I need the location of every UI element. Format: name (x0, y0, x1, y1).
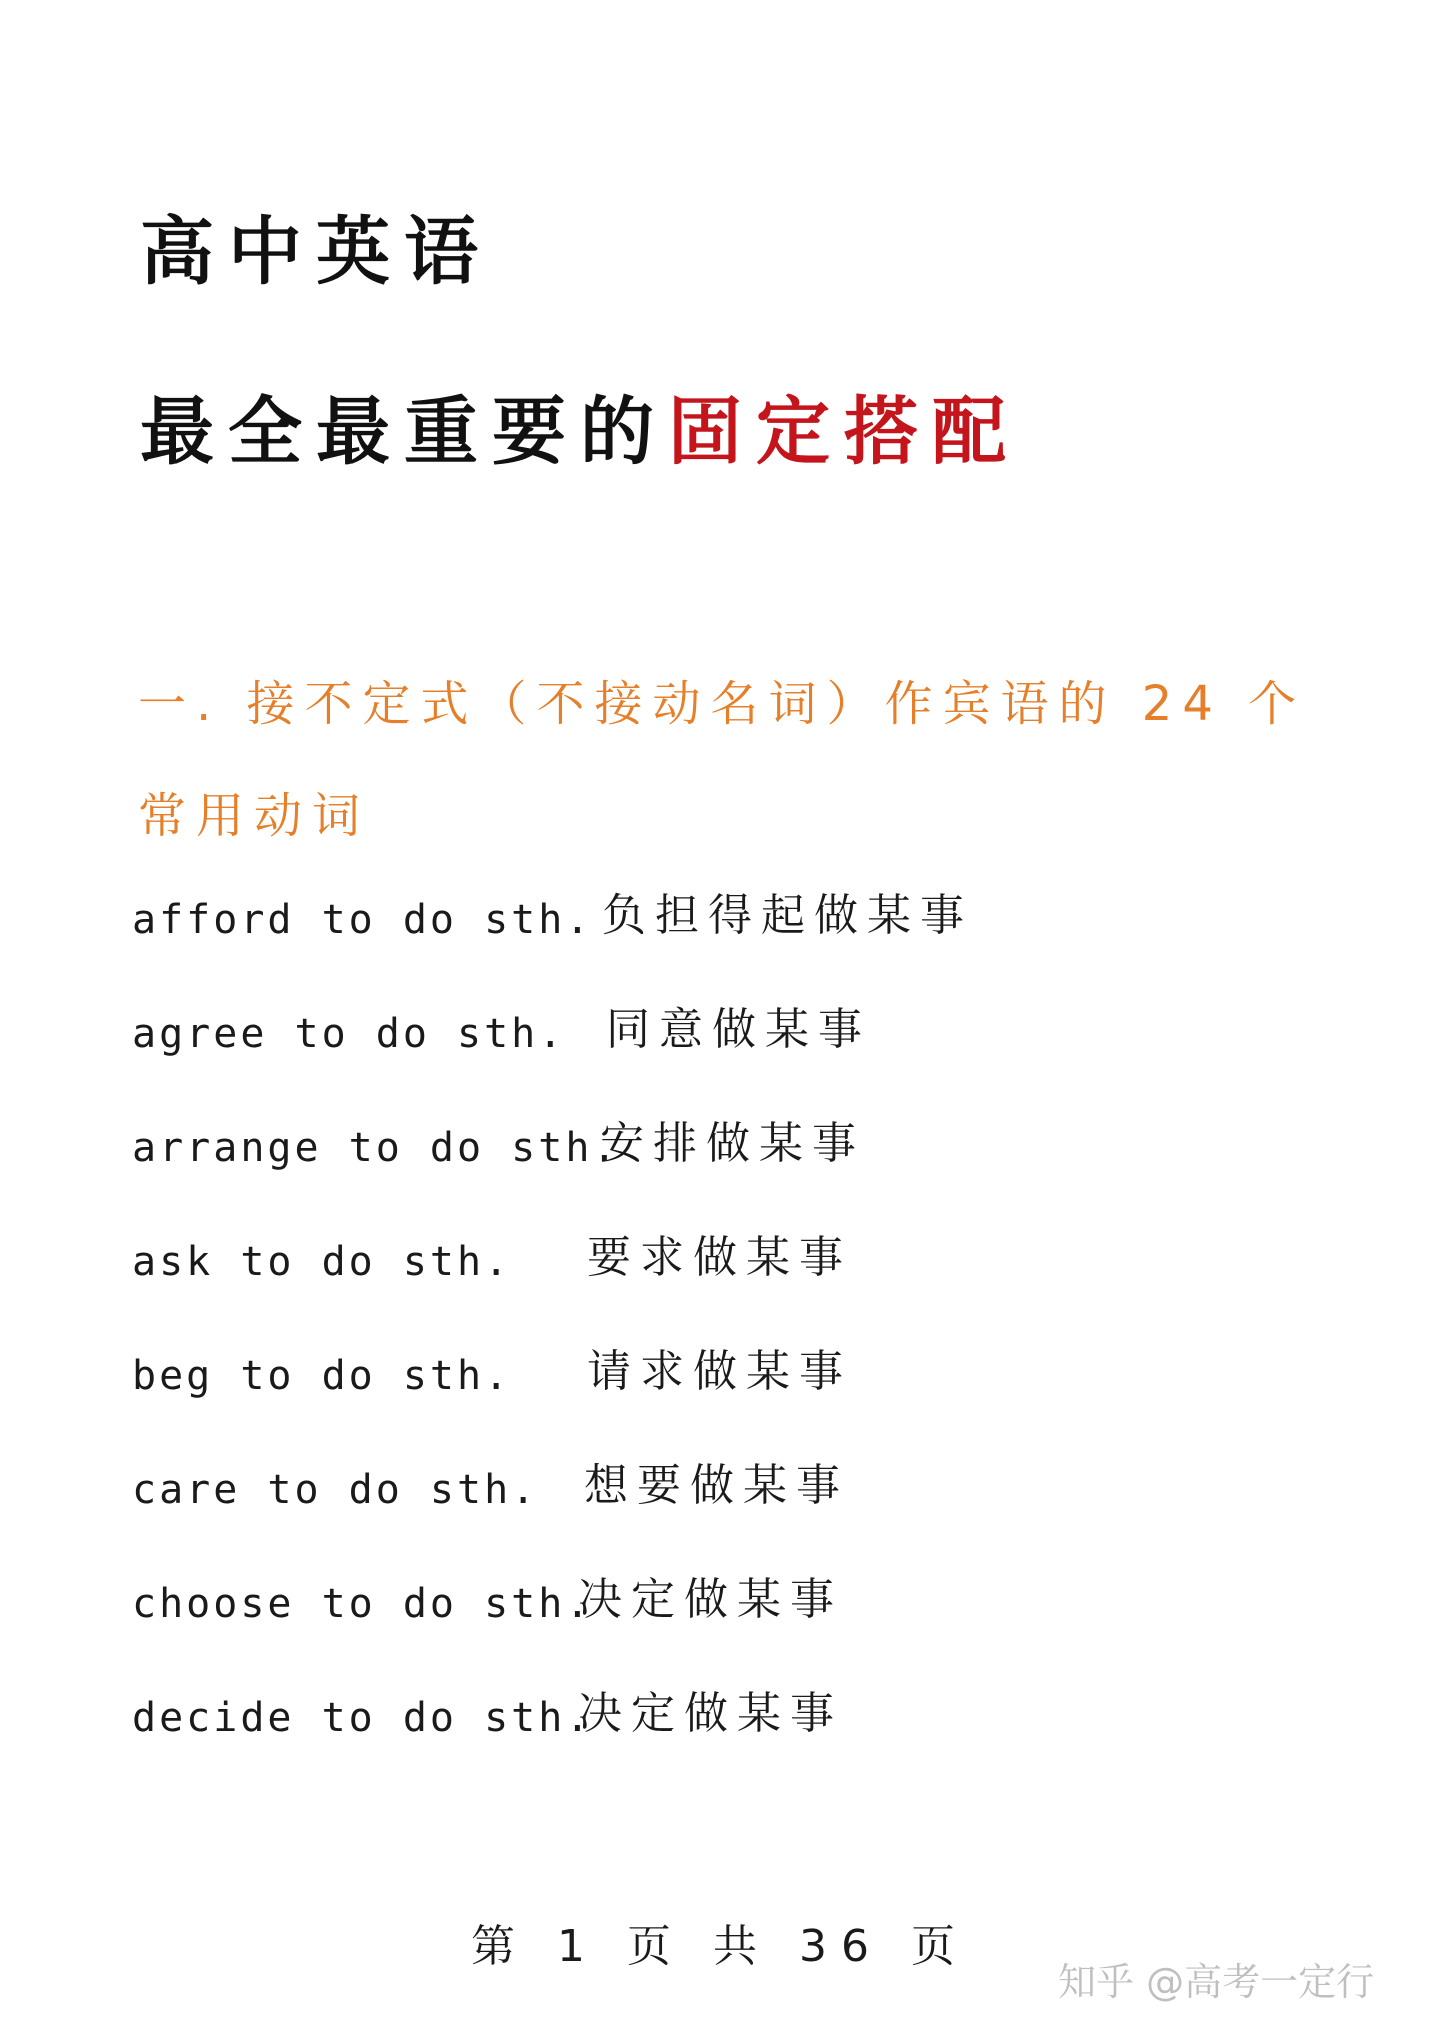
phrase-chinese: 同意做某事 (606, 1004, 871, 1055)
phrase-english: decide to do sth. (132, 1695, 593, 1741)
phrase-english: choose to do sth. (132, 1581, 593, 1627)
phrase-chinese: 安排做某事 (600, 1118, 865, 1169)
phrase-english: beg to do sth. (132, 1353, 512, 1399)
list-item (132, 1232, 1332, 1356)
phrase-list (132, 890, 1332, 1812)
list-item (132, 1118, 1332, 1242)
phrase-english: care to do sth. (132, 1467, 539, 1513)
phrase-chinese: 决定做某事 (578, 1574, 843, 1625)
phrase-english: arrange to do sth. (132, 1125, 620, 1171)
page-indicator: 第 1 页 共 36 页 (471, 1921, 969, 1972)
phrase-english: ask to do sth. (132, 1239, 512, 1285)
list-item (132, 1574, 1332, 1698)
phrase-chinese: 负担得起做某事 (602, 890, 973, 941)
phrase-chinese: 请求做某事 (587, 1346, 852, 1397)
phrase-chinese: 想要做某事 (584, 1460, 849, 1511)
section-heading: 一. 接不定式（不接动名词）作宾语的 24 个 (138, 676, 1307, 732)
list-item (132, 1004, 1332, 1128)
title-line1-text: 高中英语 (140, 209, 492, 295)
phrase-english: agree to do sth. (132, 1011, 566, 1057)
subtitle-highlight: 固定搭配 (668, 389, 1020, 475)
list-item (132, 890, 1332, 1014)
phrase-chinese: 要求做某事 (587, 1232, 852, 1283)
phrase-chinese: 决定做某事 (578, 1688, 843, 1739)
list-item (132, 1346, 1332, 1470)
watermark: 知乎 @高考一定行 (1058, 1960, 1375, 2004)
phrase-english: afford to do sth. (132, 897, 593, 943)
document-title (140, 209, 492, 295)
list-item (132, 1688, 1332, 1812)
list-item (132, 1460, 1332, 1584)
subtitle-prefix: 最全最重要的 (140, 389, 668, 475)
section-heading-continued: 常用动词 (138, 788, 371, 844)
document-subtitle (140, 389, 1020, 475)
